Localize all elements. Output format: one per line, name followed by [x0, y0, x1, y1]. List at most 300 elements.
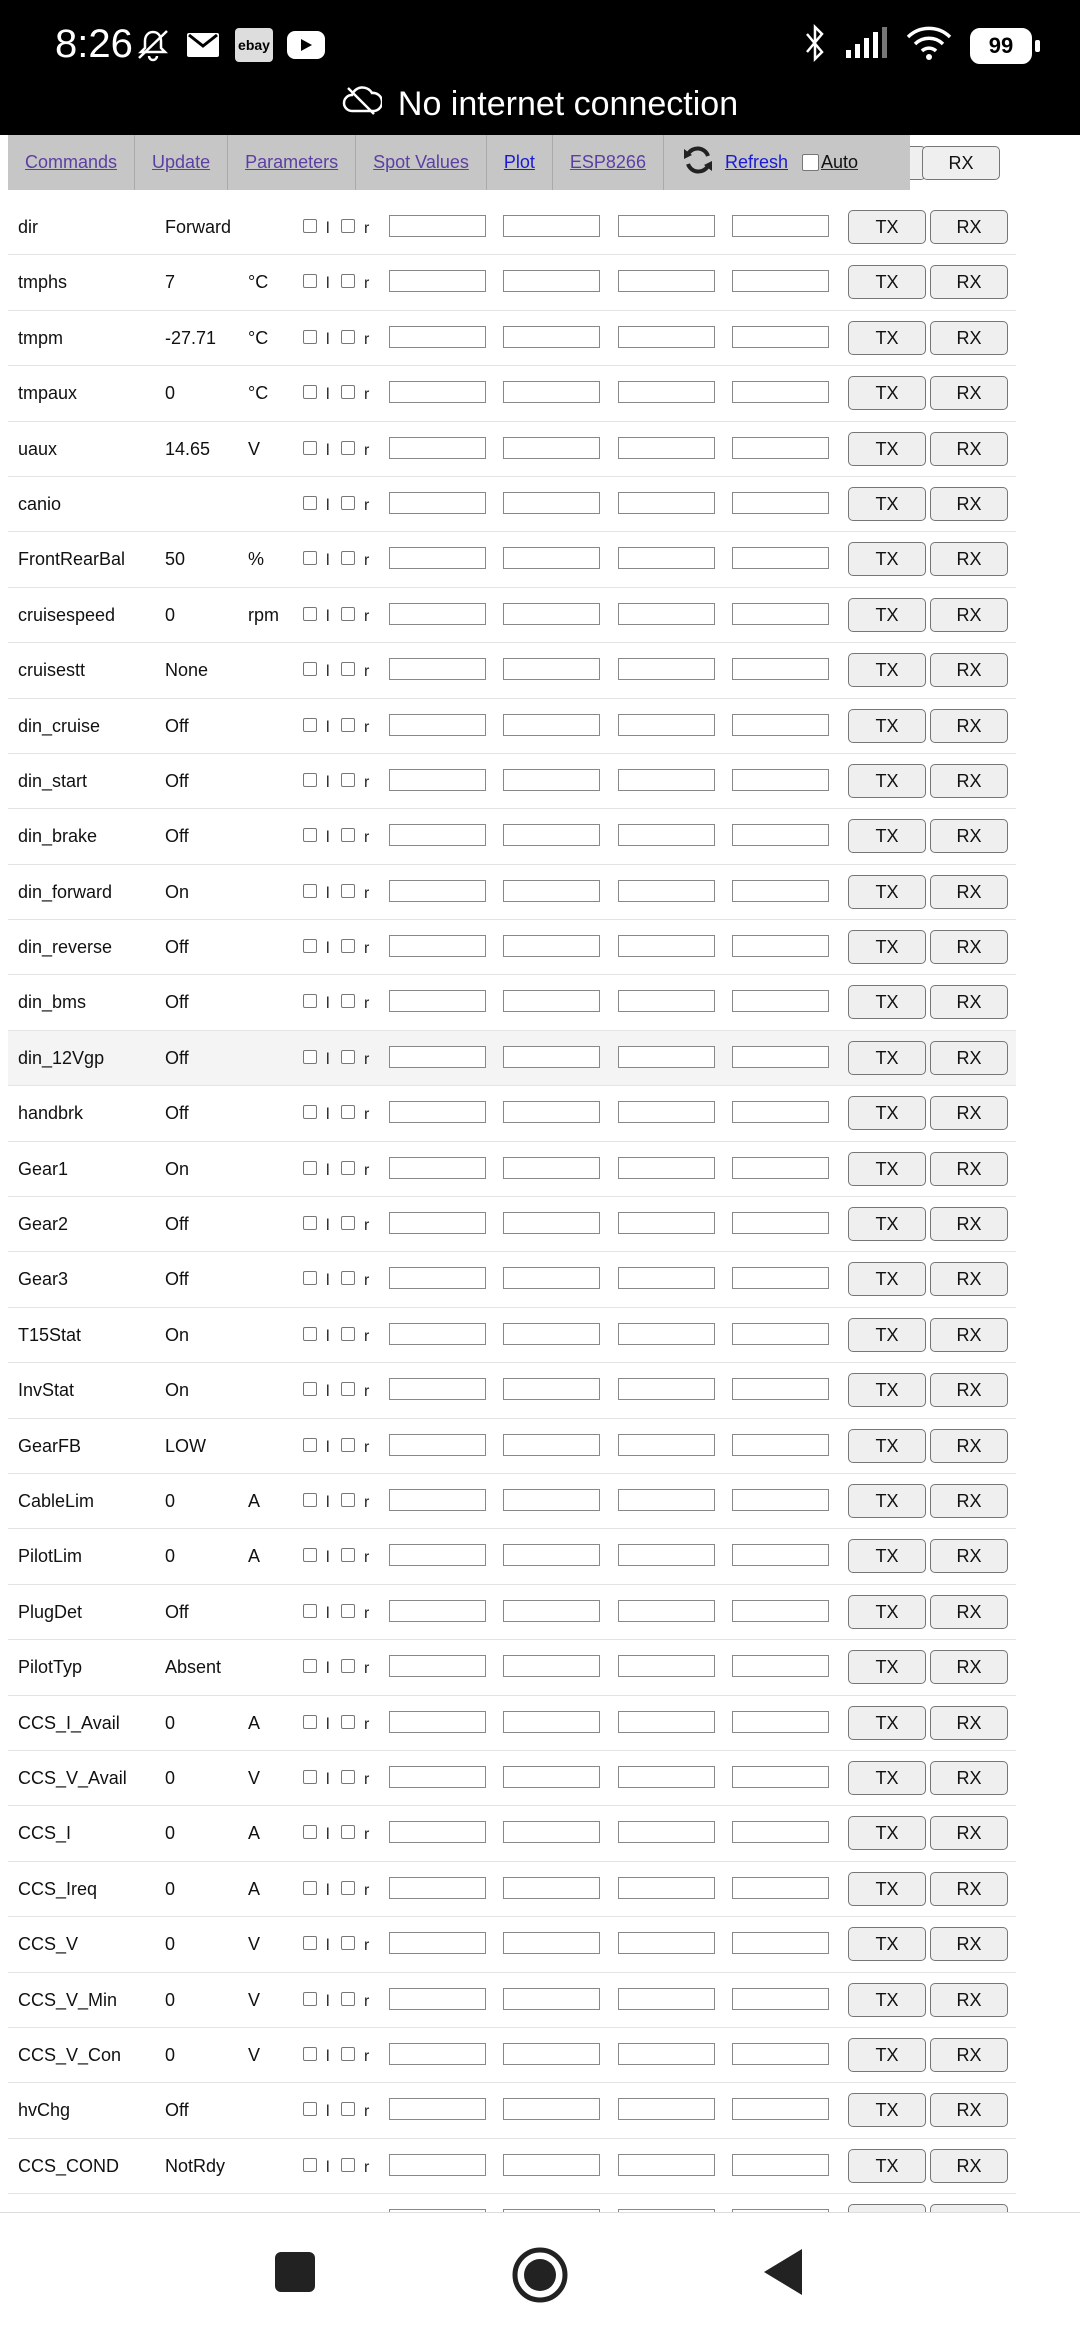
tx-button[interactable]: TX: [848, 985, 926, 1019]
rx-button[interactable]: RX: [930, 1096, 1008, 1130]
value-input-2[interactable]: [503, 2043, 600, 2065]
value-input-4[interactable]: [732, 935, 829, 957]
value-input-3[interactable]: [618, 437, 715, 459]
rx-button[interactable]: RX: [930, 1484, 1008, 1518]
value-input-1[interactable]: [389, 658, 486, 680]
value-input-2[interactable]: [503, 603, 600, 625]
tx-button[interactable]: TX: [848, 376, 926, 410]
rx-button[interactable]: RX: [930, 321, 1008, 355]
header-rx-button[interactable]: RX: [922, 146, 1000, 180]
rx-button[interactable]: RX: [930, 487, 1008, 521]
value-input-2[interactable]: [503, 1821, 600, 1843]
value-input-3[interactable]: [618, 270, 715, 292]
value-input-2[interactable]: [503, 326, 600, 348]
value-input-4[interactable]: [732, 1267, 829, 1289]
log-checkbox[interactable]: [303, 1271, 317, 1285]
value-input-3[interactable]: [618, 1988, 715, 2010]
right-axis-checkbox[interactable]: [341, 1327, 355, 1341]
value-input-1[interactable]: [389, 381, 486, 403]
value-input-1[interactable]: [389, 1212, 486, 1234]
right-axis-checkbox[interactable]: [341, 1161, 355, 1175]
right-axis-checkbox[interactable]: [341, 1382, 355, 1396]
right-axis-checkbox[interactable]: [341, 1770, 355, 1784]
right-axis-checkbox[interactable]: [341, 441, 355, 455]
right-axis-checkbox[interactable]: [341, 1050, 355, 1064]
value-input-4[interactable]: [732, 270, 829, 292]
value-input-2[interactable]: [503, 1323, 600, 1345]
value-input-1[interactable]: [389, 2043, 486, 2065]
value-input-3[interactable]: [618, 1711, 715, 1733]
rx-button[interactable]: RX: [930, 1983, 1008, 2017]
rx-button[interactable]: RX: [930, 1539, 1008, 1573]
right-axis-checkbox[interactable]: [341, 2158, 355, 2172]
tx-button[interactable]: TX: [848, 1595, 926, 1629]
value-input-3[interactable]: [618, 547, 715, 569]
value-input-2[interactable]: [503, 1932, 600, 1954]
value-input-2[interactable]: [503, 1655, 600, 1677]
right-axis-checkbox[interactable]: [341, 718, 355, 732]
tx-button[interactable]: TX: [848, 432, 926, 466]
value-input-3[interactable]: [618, 492, 715, 514]
value-input-1[interactable]: [389, 1766, 486, 1788]
value-input-1[interactable]: [389, 437, 486, 459]
value-input-4[interactable]: [732, 714, 829, 736]
log-checkbox[interactable]: [303, 1715, 317, 1729]
value-input-4[interactable]: [732, 215, 829, 237]
value-input-2[interactable]: [503, 1988, 600, 2010]
value-input-3[interactable]: [618, 1932, 715, 1954]
log-checkbox[interactable]: [303, 607, 317, 621]
value-input-3[interactable]: [618, 381, 715, 403]
tx-button[interactable]: TX: [848, 1041, 926, 1075]
right-axis-checkbox[interactable]: [341, 939, 355, 953]
value-input-3[interactable]: [618, 1212, 715, 1234]
rx-button[interactable]: RX: [930, 1429, 1008, 1463]
value-input-1[interactable]: [389, 1323, 486, 1345]
tx-button[interactable]: TX: [848, 1318, 926, 1352]
value-input-3[interactable]: [618, 1267, 715, 1289]
value-input-1[interactable]: [389, 603, 486, 625]
value-input-4[interactable]: [732, 1101, 829, 1123]
right-axis-checkbox[interactable]: [341, 1604, 355, 1618]
value-input-2[interactable]: [503, 1489, 600, 1511]
menu-spot-values[interactable]: Spot Values: [356, 135, 487, 190]
rx-button[interactable]: RX: [930, 1706, 1008, 1740]
tx-button[interactable]: TX: [848, 930, 926, 964]
value-input-4[interactable]: [732, 1157, 829, 1179]
rx-button[interactable]: RX: [930, 265, 1008, 299]
rx-button[interactable]: RX: [930, 432, 1008, 466]
tx-button[interactable]: TX: [848, 1983, 926, 2017]
rx-button[interactable]: RX: [930, 1207, 1008, 1241]
log-checkbox[interactable]: [303, 551, 317, 565]
value-input-3[interactable]: [618, 1821, 715, 1843]
right-axis-checkbox[interactable]: [341, 1548, 355, 1562]
rx-button[interactable]: RX: [930, 985, 1008, 1019]
value-input-4[interactable]: [732, 880, 829, 902]
value-input-2[interactable]: [503, 1600, 600, 1622]
value-input-3[interactable]: [618, 1157, 715, 1179]
value-input-1[interactable]: [389, 935, 486, 957]
rx-button[interactable]: RX: [930, 1318, 1008, 1352]
value-input-2[interactable]: [503, 547, 600, 569]
value-input-2[interactable]: [503, 2098, 600, 2120]
value-input-3[interactable]: [618, 769, 715, 791]
tx-button[interactable]: TX: [848, 598, 926, 632]
right-axis-checkbox[interactable]: [341, 1881, 355, 1895]
rx-button[interactable]: RX: [930, 376, 1008, 410]
tx-button[interactable]: TX: [848, 1927, 926, 1961]
value-input-1[interactable]: [389, 1378, 486, 1400]
value-input-1[interactable]: [389, 1600, 486, 1622]
value-input-2[interactable]: [503, 1877, 600, 1899]
right-axis-checkbox[interactable]: [341, 884, 355, 898]
log-checkbox[interactable]: [303, 1881, 317, 1895]
menu-commands[interactable]: Commands: [8, 135, 135, 190]
value-input-1[interactable]: [389, 1655, 486, 1677]
value-input-3[interactable]: [618, 714, 715, 736]
tx-button[interactable]: TX: [848, 1706, 926, 1740]
value-input-2[interactable]: [503, 1157, 600, 1179]
log-checkbox[interactable]: [303, 496, 317, 510]
value-input-4[interactable]: [732, 326, 829, 348]
value-input-4[interactable]: [732, 1932, 829, 1954]
value-input-2[interactable]: [503, 824, 600, 846]
back-button[interactable]: [762, 2247, 804, 2302]
log-checkbox[interactable]: [303, 773, 317, 787]
value-input-3[interactable]: [618, 1766, 715, 1788]
value-input-3[interactable]: [618, 1655, 715, 1677]
rx-button[interactable]: RX: [930, 875, 1008, 909]
tx-button[interactable]: TX: [848, 321, 926, 355]
log-checkbox[interactable]: [303, 385, 317, 399]
log-checkbox[interactable]: [303, 1216, 317, 1230]
menu-plot[interactable]: Plot: [487, 135, 553, 190]
value-input-4[interactable]: [732, 1046, 829, 1068]
log-checkbox[interactable]: [303, 1493, 317, 1507]
auto-checkbox[interactable]: [802, 154, 819, 171]
right-axis-checkbox[interactable]: [341, 607, 355, 621]
log-checkbox[interactable]: [303, 1770, 317, 1784]
tx-button[interactable]: TX: [848, 2093, 926, 2127]
value-input-4[interactable]: [732, 1544, 829, 1566]
value-input-4[interactable]: [732, 990, 829, 1012]
log-checkbox[interactable]: [303, 1161, 317, 1175]
value-input-3[interactable]: [618, 1101, 715, 1123]
value-input-1[interactable]: [389, 1544, 486, 1566]
rx-button[interactable]: RX: [930, 1650, 1008, 1684]
right-axis-checkbox[interactable]: [341, 2102, 355, 2116]
value-input-1[interactable]: [389, 1711, 486, 1733]
right-axis-checkbox[interactable]: [341, 1936, 355, 1950]
right-axis-checkbox[interactable]: [341, 551, 355, 565]
rx-button[interactable]: RX: [930, 1262, 1008, 1296]
value-input-4[interactable]: [732, 381, 829, 403]
rx-button[interactable]: RX: [930, 598, 1008, 632]
value-input-4[interactable]: [732, 1323, 829, 1345]
log-checkbox[interactable]: [303, 219, 317, 233]
value-input-4[interactable]: [732, 1655, 829, 1677]
right-axis-checkbox[interactable]: [341, 2047, 355, 2061]
value-input-1[interactable]: [389, 1877, 486, 1899]
value-input-2[interactable]: [503, 1544, 600, 1566]
tx-button[interactable]: TX: [848, 1872, 926, 1906]
value-input-4[interactable]: [732, 2098, 829, 2120]
right-axis-checkbox[interactable]: [341, 1216, 355, 1230]
right-axis-checkbox[interactable]: [341, 496, 355, 510]
rx-button[interactable]: RX: [930, 542, 1008, 576]
auto-toggle[interactable]: [798, 152, 858, 173]
rx-button[interactable]: RX: [930, 2093, 1008, 2127]
value-input-1[interactable]: [389, 326, 486, 348]
menu-esp8266[interactable]: ESP8266: [553, 135, 664, 190]
right-axis-checkbox[interactable]: [341, 330, 355, 344]
tx-button[interactable]: TX: [848, 1152, 926, 1186]
value-input-3[interactable]: [618, 326, 715, 348]
value-input-4[interactable]: [732, 824, 829, 846]
tx-button[interactable]: TX: [848, 1096, 926, 1130]
tx-button[interactable]: TX: [848, 210, 926, 244]
value-input-4[interactable]: [732, 1212, 829, 1234]
rx-button[interactable]: RX: [930, 1373, 1008, 1407]
value-input-2[interactable]: [503, 270, 600, 292]
value-input-3[interactable]: [618, 1378, 715, 1400]
value-input-3[interactable]: [618, 824, 715, 846]
menu-update[interactable]: Update: [135, 135, 228, 190]
rx-button[interactable]: RX: [930, 1595, 1008, 1629]
log-checkbox[interactable]: [303, 274, 317, 288]
log-checkbox[interactable]: [303, 2047, 317, 2061]
value-input-1[interactable]: [389, 547, 486, 569]
value-input-3[interactable]: [618, 880, 715, 902]
log-checkbox[interactable]: [303, 939, 317, 953]
value-input-2[interactable]: [503, 990, 600, 1012]
tx-button[interactable]: TX: [848, 2038, 926, 2072]
rx-button[interactable]: RX: [930, 1152, 1008, 1186]
right-axis-checkbox[interactable]: [341, 1105, 355, 1119]
right-axis-checkbox[interactable]: [341, 274, 355, 288]
rx-button[interactable]: RX: [930, 1816, 1008, 1850]
tx-button[interactable]: TX: [848, 764, 926, 798]
value-input-1[interactable]: [389, 1267, 486, 1289]
value-input-2[interactable]: [503, 1766, 600, 1788]
value-input-4[interactable]: [732, 658, 829, 680]
value-input-3[interactable]: [618, 1877, 715, 1899]
tx-button[interactable]: TX: [848, 1207, 926, 1241]
value-input-2[interactable]: [503, 935, 600, 957]
value-input-4[interactable]: [732, 1378, 829, 1400]
rx-button[interactable]: RX: [930, 1041, 1008, 1075]
value-input-3[interactable]: [618, 1046, 715, 1068]
log-checkbox[interactable]: [303, 1604, 317, 1618]
value-input-1[interactable]: [389, 1821, 486, 1843]
value-input-4[interactable]: [732, 2154, 829, 2176]
value-input-4[interactable]: [732, 1877, 829, 1899]
log-checkbox[interactable]: [303, 441, 317, 455]
value-input-4[interactable]: [732, 1489, 829, 1511]
tx-button[interactable]: TX: [848, 1650, 926, 1684]
rx-button[interactable]: RX: [930, 930, 1008, 964]
value-input-2[interactable]: [503, 1046, 600, 1068]
right-axis-checkbox[interactable]: [341, 1271, 355, 1285]
value-input-2[interactable]: [503, 437, 600, 459]
tx-button[interactable]: TX: [848, 1484, 926, 1518]
value-input-4[interactable]: [732, 1988, 829, 2010]
tx-button[interactable]: TX: [848, 1539, 926, 1573]
value-input-2[interactable]: [503, 880, 600, 902]
value-input-2[interactable]: [503, 1267, 600, 1289]
right-axis-checkbox[interactable]: [341, 385, 355, 399]
value-input-1[interactable]: [389, 714, 486, 736]
value-input-1[interactable]: [389, 2154, 486, 2176]
tx-button[interactable]: TX: [848, 819, 926, 853]
log-checkbox[interactable]: [303, 994, 317, 1008]
right-axis-checkbox[interactable]: [341, 1659, 355, 1673]
value-input-4[interactable]: [732, 1821, 829, 1843]
rx-button[interactable]: RX: [930, 1927, 1008, 1961]
value-input-4[interactable]: [732, 1766, 829, 1788]
value-input-1[interactable]: [389, 824, 486, 846]
tx-button[interactable]: TX: [848, 1761, 926, 1795]
value-input-3[interactable]: [618, 935, 715, 957]
right-axis-checkbox[interactable]: [341, 1493, 355, 1507]
value-input-1[interactable]: [389, 1932, 486, 1954]
rx-button[interactable]: RX: [930, 819, 1008, 853]
value-input-4[interactable]: [732, 2043, 829, 2065]
tx-button[interactable]: TX: [848, 265, 926, 299]
menu-parameters[interactable]: Parameters: [228, 135, 356, 190]
value-input-1[interactable]: [389, 1046, 486, 1068]
value-input-3[interactable]: [618, 1489, 715, 1511]
tx-button[interactable]: TX: [848, 1429, 926, 1463]
value-input-2[interactable]: [503, 769, 600, 791]
log-checkbox[interactable]: [303, 1659, 317, 1673]
value-input-2[interactable]: [503, 2154, 600, 2176]
value-input-3[interactable]: [618, 1544, 715, 1566]
tx-button[interactable]: TX: [848, 875, 926, 909]
value-input-3[interactable]: [618, 1434, 715, 1456]
log-checkbox[interactable]: [303, 1327, 317, 1341]
value-input-4[interactable]: [732, 769, 829, 791]
log-checkbox[interactable]: [303, 1992, 317, 2006]
tx-button[interactable]: TX: [848, 1816, 926, 1850]
right-axis-checkbox[interactable]: [341, 994, 355, 1008]
value-input-1[interactable]: [389, 270, 486, 292]
log-checkbox[interactable]: [303, 2158, 317, 2172]
rx-button[interactable]: RX: [930, 2038, 1008, 2072]
value-input-2[interactable]: [503, 381, 600, 403]
value-input-2[interactable]: [503, 215, 600, 237]
value-input-4[interactable]: [732, 1434, 829, 1456]
tx-button[interactable]: TX: [848, 653, 926, 687]
log-checkbox[interactable]: [303, 1438, 317, 1452]
value-input-1[interactable]: [389, 1101, 486, 1123]
rx-button[interactable]: RX: [930, 210, 1008, 244]
log-checkbox[interactable]: [303, 884, 317, 898]
value-input-2[interactable]: [503, 1711, 600, 1733]
log-checkbox[interactable]: [303, 1936, 317, 1950]
value-input-2[interactable]: [503, 658, 600, 680]
value-input-4[interactable]: [732, 547, 829, 569]
value-input-1[interactable]: [389, 1157, 486, 1179]
value-input-3[interactable]: [618, 2154, 715, 2176]
value-input-2[interactable]: [503, 1378, 600, 1400]
rx-button[interactable]: RX: [930, 764, 1008, 798]
rx-button[interactable]: RX: [930, 1872, 1008, 1906]
right-axis-checkbox[interactable]: [341, 1438, 355, 1452]
value-input-2[interactable]: [503, 492, 600, 514]
value-input-1[interactable]: [389, 990, 486, 1012]
log-checkbox[interactable]: [303, 1382, 317, 1396]
value-input-2[interactable]: [503, 714, 600, 736]
right-axis-checkbox[interactable]: [341, 773, 355, 787]
rx-button[interactable]: RX: [930, 1761, 1008, 1795]
menu-refresh[interactable]: [664, 135, 875, 190]
value-input-4[interactable]: [732, 437, 829, 459]
rx-button[interactable]: RX: [930, 653, 1008, 687]
value-input-1[interactable]: [389, 2098, 486, 2120]
value-input-1[interactable]: [389, 1434, 486, 1456]
value-input-2[interactable]: [503, 1212, 600, 1234]
log-checkbox[interactable]: [303, 1548, 317, 1562]
value-input-3[interactable]: [618, 990, 715, 1012]
right-axis-checkbox[interactable]: [341, 662, 355, 676]
log-checkbox[interactable]: [303, 1825, 317, 1839]
value-input-3[interactable]: [618, 1323, 715, 1345]
value-input-4[interactable]: [732, 1711, 829, 1733]
rx-button[interactable]: RX: [930, 709, 1008, 743]
value-input-3[interactable]: [618, 658, 715, 680]
value-input-4[interactable]: [732, 492, 829, 514]
value-input-4[interactable]: [732, 603, 829, 625]
tx-button[interactable]: TX: [848, 1262, 926, 1296]
tx-button[interactable]: TX: [848, 542, 926, 576]
rx-button[interactable]: RX: [930, 2149, 1008, 2183]
value-input-1[interactable]: [389, 880, 486, 902]
right-axis-checkbox[interactable]: [341, 1992, 355, 2006]
home-button[interactable]: [511, 2246, 569, 2309]
log-checkbox[interactable]: [303, 1050, 317, 1064]
tx-button[interactable]: TX: [848, 709, 926, 743]
right-axis-checkbox[interactable]: [341, 1825, 355, 1839]
tx-button[interactable]: TX: [848, 487, 926, 521]
value-input-4[interactable]: [732, 1600, 829, 1622]
log-checkbox[interactable]: [303, 330, 317, 344]
log-checkbox[interactable]: [303, 718, 317, 732]
value-input-1[interactable]: [389, 1988, 486, 2010]
value-input-1[interactable]: [389, 1489, 486, 1511]
log-checkbox[interactable]: [303, 1105, 317, 1119]
log-checkbox[interactable]: [303, 662, 317, 676]
value-input-1[interactable]: [389, 492, 486, 514]
log-checkbox[interactable]: [303, 828, 317, 842]
value-input-2[interactable]: [503, 1101, 600, 1123]
right-axis-checkbox[interactable]: [341, 1715, 355, 1729]
value-input-3[interactable]: [618, 603, 715, 625]
value-input-2[interactable]: [503, 1434, 600, 1456]
tx-button[interactable]: TX: [848, 2149, 926, 2183]
value-input-3[interactable]: [618, 2098, 715, 2120]
value-input-3[interactable]: [618, 1600, 715, 1622]
value-input-3[interactable]: [618, 2043, 715, 2065]
right-axis-checkbox[interactable]: [341, 219, 355, 233]
right-axis-checkbox[interactable]: [341, 828, 355, 842]
tx-button[interactable]: TX: [848, 1373, 926, 1407]
value-input-1[interactable]: [389, 769, 486, 791]
recents-button[interactable]: [274, 2251, 316, 2298]
value-input-1[interactable]: [389, 215, 486, 237]
value-input-3[interactable]: [618, 215, 715, 237]
